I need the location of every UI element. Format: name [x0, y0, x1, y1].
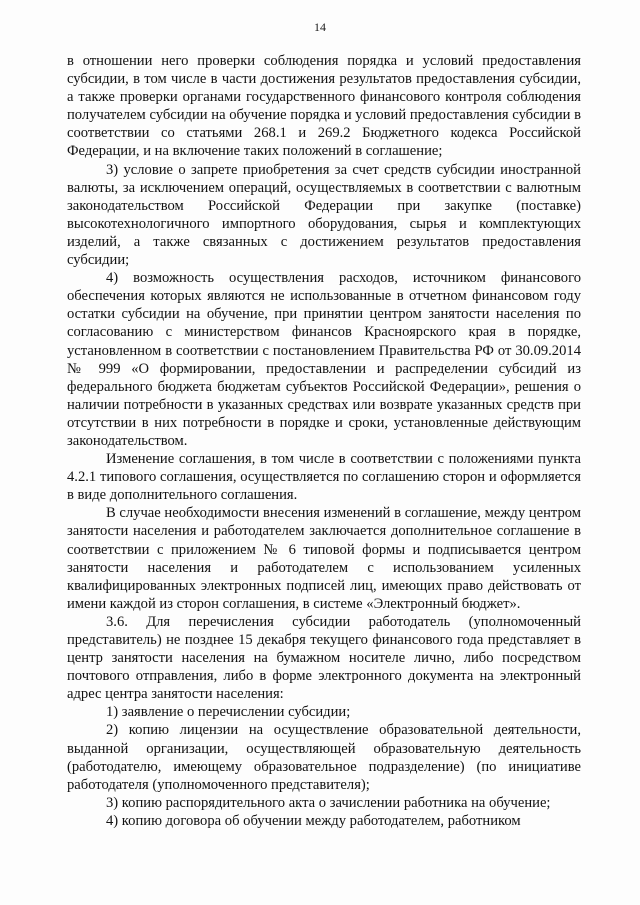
paragraph-section-3-6: 3.6. Для перечисления субсидии работодатель (уполномоченный представитель) не позднее 15 декабря текущего финансового года представляет в центр занятости населения на бумажном носителе лично, либо посредством почтового отправления, либо в форме электронного документа на электронный адрес центра занятости населения: [67, 613, 581, 703]
paragraph-continuation: в отношении него проверки соблюдения порядка и условий предоставления субсидии, в том числе в части достижения результатов предоставления субсидии, а также проверки органами государственного финансового контроля соблюдения получателем субсидии на обучение порядка и условий предоставления субсидии в соответствии со статьями 268.1 и 269.2 Бюджетного кодекса Российской Федерации, и на включение таких положений в соглашение; [67, 53, 581, 160]
paragraph-additional-agreement: В случае необходимости внесения изменений в соглашение, между центром занятости населения и работодателем заключается дополнительное соглашение в соответствии с приложением № 6 типовой формы и подписывается центром занятости населения и работодателем с использованием усиленных квалифицированных электронных подписей лиц, имеющих право действовать от имени каждой из сторон соглашения, в системе «Электронный бюджет». [67, 505, 581, 612]
list-item-4: 4) копию договора об обучении между работодателем, работником [106, 812, 521, 829]
paragraph-item-4: 4) возможность осуществления расходов, источником финансового обеспечения которых являются не использованные в отчетном финансовом году остатки субсидии на обучение, при принятии центром занятости населения по согласованию с министерством финансов Красноярского края в порядке, установленном в соответствии с постановлением Правительства РФ от 30.09.2014 № 999 «О формировании, предоставлении и распределении субсидий из федерального бюджета бюджетам субъектов Российской Федерации», решения о наличии потребности в указанных средствах или возврате указанных средств при отсутствии в них потребности в порядке и сроки, установленные действующим законодательством. [67, 270, 581, 449]
list-item-1: 1) заявление о перечислении субсидии; [106, 704, 351, 721]
paragraph-agreement-change: Изменение соглашения, в том числе в соответствии с положениями пункта 4.2.1 типового соглашения, осуществляется по соглашению сторон и оформляется в виде дополнительного соглашения. [67, 451, 581, 504]
page-number: 14 [314, 20, 326, 34]
list-item-3: 3) копию распорядительного акта о зачислении работника на обучение; [106, 794, 551, 811]
list-item-2: 2) копию лицензии на осуществление образовательной деятельности, выданной организации, осуществляющей образовательную деятельность (работодателю, имеющему образовательное подразделение) (по инициативе работодателя (уполномоченного представителя); [67, 722, 581, 793]
document-body [67, 52, 581, 830]
paragraph-item-3: 3) условие о запрете приобретения за счет средств субсидии иностранной валюты, за исключением операций, осуществляемых в соответствии с валютным законодательством Российской Федерации при закупке (поставке) высокотехнологичного импортного оборудования, сырья и комплектующих изделий, а также связанных с достижением результатов предоставления субсидии; [67, 161, 581, 269]
